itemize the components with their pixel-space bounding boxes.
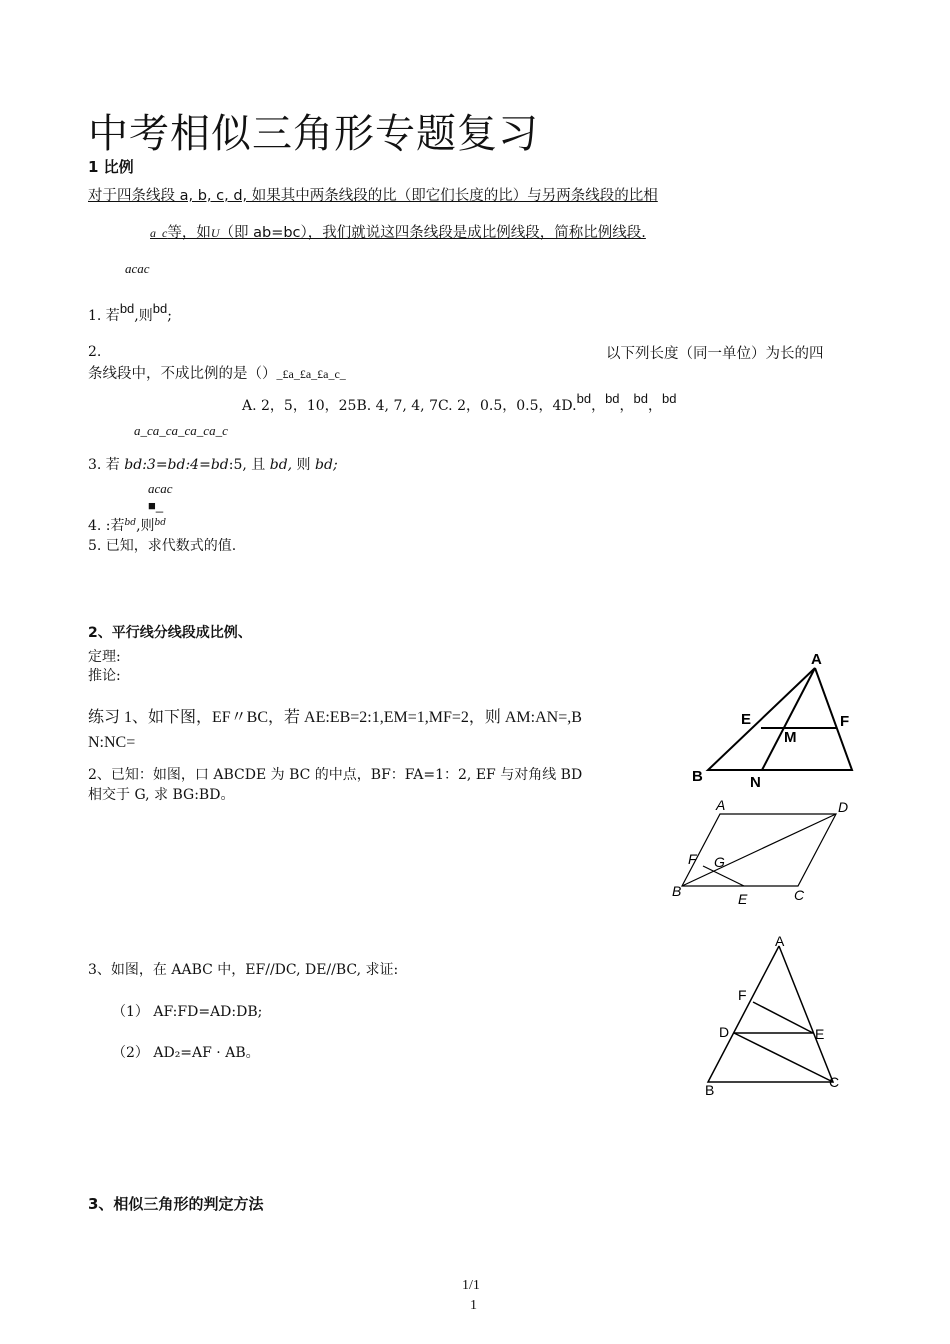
question-2-line-2 [88,362,346,383]
page-title: 中考相似三角形专题复习 [88,111,539,157]
question-5: 5. 已知，求代数式的值. [88,538,237,554]
figure-parallelogram [668,798,858,910]
fig1-label-e: E [741,711,752,728]
fig2-label-g: G [714,854,725,870]
section-1-heading: 1 比例 [88,158,134,176]
fig3-label-f: F [738,987,747,1003]
question-2-right-text: 以下列长度（同一单位）为长的四 [606,346,824,362]
q2-bd-2: bd [605,391,620,406]
fig3-label-a: A [775,933,785,949]
definition-line-1: 对于四条线段 a, b, c, d, 如果其中两条线段的比（即它们长度的比）与另两条线段的比相 [88,188,658,204]
exercise-2-line-2: 相交于 G, 求 BG:BD。 [88,787,235,803]
q3-expression: bd:3=bd:4=bd [124,457,229,473]
def-fraction-text: a_c [150,226,168,240]
def-text-a: 等，如 [167,225,211,241]
square-mark: ■_ [148,498,164,513]
exercise-2-line-1: 2、已知：如图，口 ABCDE 为 BC 的中点，BF：FA=1：2, EF 与对角线 BD [88,767,583,783]
fig1-triangle [708,668,852,770]
question-2-sub: a_ca_ca_ca_ca_c [134,423,228,438]
fig3-label-d: D [719,1024,730,1040]
def-text-b: （即 ab=bc），我们就说这四条线段是成比例线段，简称比例线段. [219,225,646,241]
def-u-text: U [210,226,220,240]
q3-rest: :5, 且 [228,457,270,473]
question-1 [88,301,172,325]
fig2-label-d: D [838,799,849,815]
figure-triangle-ef [680,650,870,790]
fig2-diagonal-bd [682,814,836,886]
fig1-segment-an [762,668,815,770]
question-2-number: 2. [88,344,102,360]
q3-bd: bd, [269,457,293,473]
exercise-3: 3、如图，在 AABC 中，EF//DC, DE//BC, 求证: [88,962,399,978]
fig3-triangle [708,946,833,1082]
q1-end: ; [167,308,172,324]
fig3-label-e: E [815,1026,825,1042]
q1-bd-1: bd [119,301,135,316]
fig1-label-f: F [840,713,850,730]
fig3-label-b: B [705,1082,715,1098]
fig2-label-f: F [688,851,697,867]
q1-mid: ,则 [134,308,153,324]
definition-line-2 [150,221,646,242]
fig1-label-b: B [692,768,703,785]
q2-options-text: A. 2，5，10，25B. 4, 7, 4, 7C. 2，0.5，0.5，4D. [242,398,577,414]
exercise-1-line-1: 练习 1、如下图，EF〃BC，若 AE:EB=2:1,EM=1,MF=2，则 AM:AN=,B [88,709,582,726]
q3-bd-2: bd; [315,457,338,473]
q3-then: 则 [292,457,316,473]
exercise-3-part-2: （2） AD₂=AF · AB。 [112,1045,260,1061]
fig2-label-b: B [672,883,682,899]
fig2-label-e: E [738,891,748,907]
exercise-3-part-1: （1） AF:FD=AD:DB; [112,1004,263,1020]
question-4 [88,515,166,535]
q3-prefix: 3. 若 [88,457,125,473]
q2-line2-text: 条线段中，不成比例的是（） [88,366,277,382]
q4-prefix: 4. :若 [88,518,125,534]
q4-bd-2: bd [154,518,167,528]
section-2-heading: 2、平行线分线段成比例、 [88,625,252,641]
page-indicator: 1/1 [462,1278,480,1293]
question-3 [88,454,338,474]
fig2-label-c: C [794,887,805,903]
fig3-segment-fe [753,1002,813,1033]
fig1-label-a: A [811,651,822,668]
q4-bd-1: bd [124,518,137,528]
fig3-label-c: C [829,1074,840,1090]
question-2-options: A. 2，5，10，25B. 4, 7, 4, 7C. 2，0.5，0.5，4D.bd，bd，bd，bd [242,391,677,414]
section-3-heading: 3、相似三角形的判定方法 [88,1195,264,1213]
q2-bd-4: bd [662,391,677,406]
fig1-label-m: M [784,729,797,746]
theorem-label: 定理: [88,649,121,665]
page-number: 1 [470,1298,477,1313]
figure-triangle-de [695,932,855,1100]
fig1-label-n: N [750,774,761,790]
exercise-1-line-2: N:NC= [88,734,136,751]
acac-text: acac [125,261,150,276]
q1-prefix: 1. 若 [88,308,120,324]
q4-mid: ,则 [136,518,155,534]
q1-bd-2: bd [152,301,168,316]
q2-line2-fraction: _£a_£a_£a_c_ [276,367,346,381]
acac-text-2: acac [148,481,173,496]
q2-bd-3: bd [633,391,649,406]
fig2-label-a: A [716,798,726,813]
corollary-label: 推论: [88,668,121,684]
q2-bd-1: bd [576,391,592,406]
